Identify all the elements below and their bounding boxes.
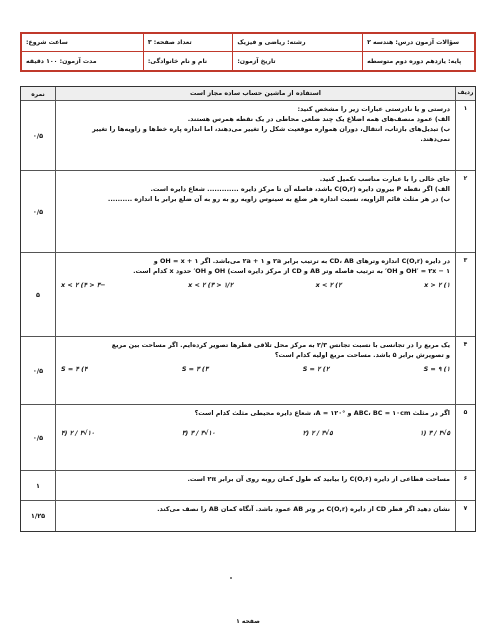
question-body [55,471,455,500]
question-number: ۴ [455,337,475,404]
col-note-header: استفاده از ماشین حساب ساده مجاز است [55,87,455,100]
duration: مدت آزمون: ۱۰۰ دقیقه [26,57,97,65]
start-time: ساعت شروع: [22,34,143,52]
question-row-1 [21,101,475,171]
answer-options [61,281,450,291]
question-line: ب) در هر مثلث قائم الزاویه، نسبت اندازه هر ضلع به سینوس زاویه رو به رو به آن ضلع برابر با اندازه .......... [107,194,450,203]
question-score: ۰/۵ [32,433,44,442]
option-2: S = ۲ (۲ [302,364,330,373]
question-line: اگر در مثلث ABC، BC = ۱۰cm و A = ۱۲۰°، شعاع دایره محیطی مثلث کدام است؟ [194,409,450,417]
question-score: ۵ [36,290,40,299]
option-4: ۱۰√۳ / ۲ (۴ [61,428,95,437]
question-row-6 [21,471,475,501]
student-name: نام و نام خانوادگی: [143,52,233,70]
option-1: S = ۹ (۱ [423,364,450,373]
question-score: ۰/۵ [32,207,44,216]
question-line: ب) تبدیل‌های بازتاب، انتقال، دوران همواره موقعیت شکل را تغییر می‌دهند، اما اندازه پاره خط‌ها و زاویه‌ها را تغییر نمی‌دهند. [92,124,450,143]
grade: پایه: یازدهم دوره دوم متوسطه [362,52,474,70]
question-number: ۶ [455,471,475,500]
option-2: x < ۲ (۲ [315,280,342,289]
question-line: نشان دهید اگر قطر CD از دایره C(O,r) بر وتر AB عمود باشد. آنگاه کمان AB را نصف می‌کند. [157,505,450,513]
question-score: ۰/۵ [32,366,44,375]
question-number: ۷ [455,501,475,531]
question-number: ۵ [455,405,475,470]
question-line: درستی و یا نادرستی عبارات زیر را مشخص کنید: [297,105,450,113]
page-count: تعداد صفحه: ۳ [143,34,233,52]
answer-options [61,365,450,375]
question-row-4 [21,337,475,405]
table-header-row [21,87,475,101]
question-row-5 [21,405,475,471]
col-row-header: ردیف [455,87,475,100]
question-body [55,171,455,252]
option-1: x > ۲ (۱ [424,280,450,289]
exam-header [20,32,476,72]
stray-mark [230,577,232,579]
question-body [55,253,455,336]
option-4: −۳ < x < ۲ (۴ [61,280,106,289]
question-body [55,101,455,170]
option-3: ۱/۲ < x < ۲ (۳ [188,280,234,289]
exam-date: تاریخ آزمون: [232,52,362,70]
option-3: ۱۰√۳ / ۳ (۳ [181,428,216,437]
answer-options [61,429,450,439]
question-score: ۰/۵ [32,131,44,140]
question-line: OH′ = ۲x − ۱ و OH′ به ترتیب فاصله وتر AB و CD از مرکز دایره است) OH و OH′ حدود x کدام است. [133,266,450,275]
question-number: ۱ [455,101,475,170]
question-line: و تصویرش برابر ۵ باشد. مساحت مربع اولیه کدام است؟ [274,350,450,359]
question-line: الف) عمود منصف‌های همه اضلاع یک چند ضلعی محاطی در یک نقطه همرس هستند. [187,114,450,123]
question-line: جای خالی را با عبارت مناسب تکمیل کنید. [319,175,450,183]
question-number: ۲ [455,171,475,252]
option-3: S = ۳ (۳ [181,364,209,373]
question-line: مساحت قطاعی از دایره C(O,۶) را بیابید که طول کمان روبه روی آن برابر ۲π است. [187,475,450,483]
field: رشته: ریاضی و فیزیک [232,34,362,52]
option-1: ۵√۳ / ۳ (۱ [420,428,450,437]
exam-title: سؤالات آزمون درس: هندسه ۲ [362,34,474,52]
question-line: یک مربع را در تجانسی با نسبت تجانس ۲/۳ به مرکز محل تلاقی قطرها تصویر کرده‌ایم. اگر مساحت بین مربع [111,341,450,349]
question-row-2 [21,171,475,253]
option-4: S = ۴ (۴ [61,364,88,373]
question-row-7 [21,501,475,531]
question-line: در دایره C(O,r) اندازه وترهای CD، AB به ترتیب برابر ۲a و ۱ + ۲a می‌باشد. اگر OH = x + ۱ و [153,257,450,265]
question-score: ۱ [36,481,40,490]
question-score: ۱/۲۵ [30,512,46,520]
question-body [55,405,455,470]
question-line: الف) اگر نقطه P بیرون دایره C(O,r) باشد، فاصله آن تا مرکز دایره ............. شعاع دایره است. [150,184,450,193]
question-body [55,501,455,531]
page-footer: صفحه ۱ [236,618,260,625]
option-2: ۵√۳ / ۲ (۲ [302,428,333,437]
col-score-header: نمره [31,91,45,98]
question-row-3 [21,253,475,337]
question-body [55,337,455,404]
question-number: ۳ [455,253,475,336]
questions-table [20,86,476,532]
